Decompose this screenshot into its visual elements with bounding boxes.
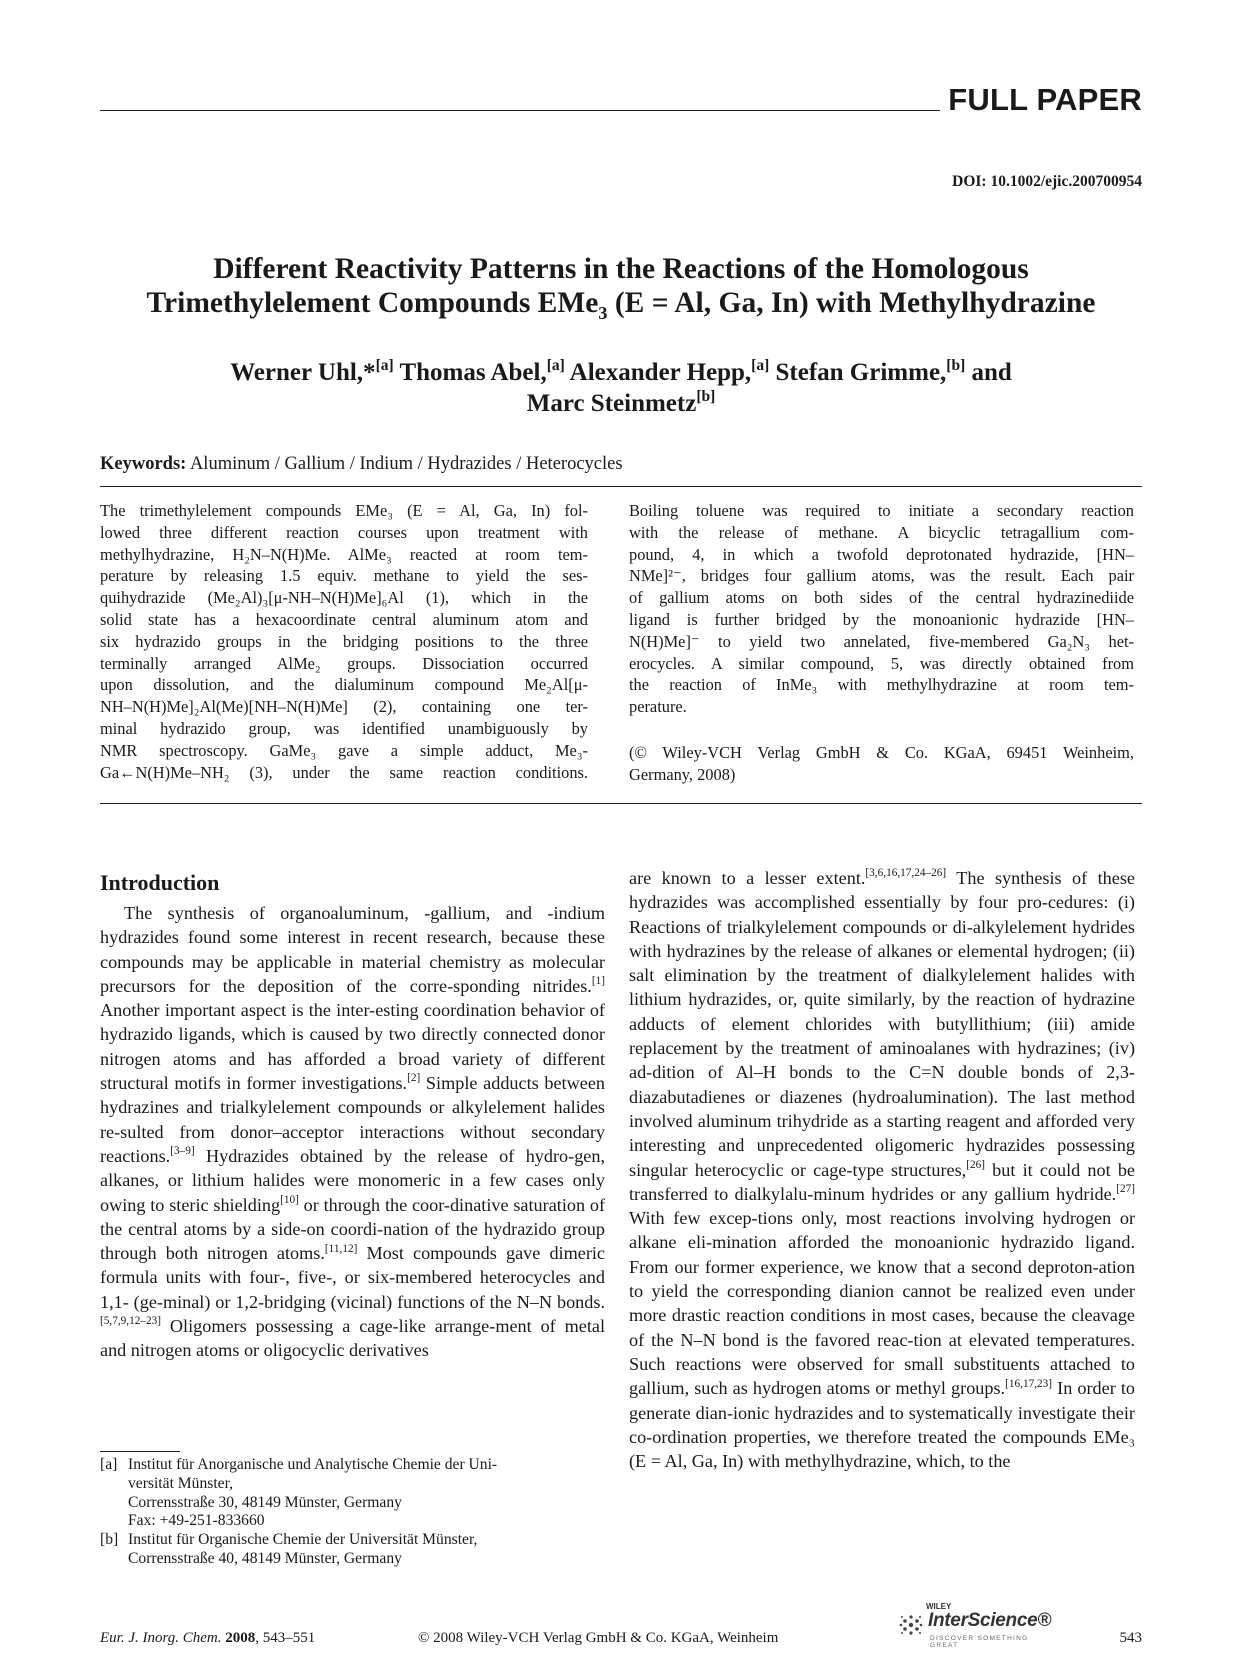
abstract-line: methylhydrazine, H₂N–N(H)Me. AlMe₃ reacted at room tem- (100, 544, 588, 564)
abstract-line: terminally arranged AlMe₂ groups. Dissociation occurred (100, 653, 588, 673)
author: Thomas Abel,[a] (399, 356, 565, 386)
abstract-line: NH–N(H)Me]₂Al(Me)[NH–N(H)Me] (2), containing one ter- (100, 697, 588, 717)
affiliation-b: [b] Institut für Organische Chemie der Universität Münster, Corrensstraße 40, 48149 Münster, Germany (100, 1531, 478, 1567)
abstract-line: six hydrazido groups in the bridging positions to the three (100, 631, 588, 651)
section-label: FULL PAPER (948, 82, 1142, 117)
section-heading-introduction: Introduction (100, 870, 220, 895)
abstract-line: NMR spectroscopy. GaMe₃ gave a simple adduct, Me₃- (100, 740, 588, 760)
keywords (100, 454, 623, 475)
header-rule (100, 110, 940, 111)
abstract-line: perature. (629, 697, 687, 717)
footer-copyright: © 2008 Wiley-VCH Verlag GmbH & Co. KGaA, Weinheim (418, 1630, 779, 1646)
author: Marc Steinmetz[b] (526, 387, 716, 417)
footer-citation: Eur. J. Inorg. Chem. 2008, 543–551 (100, 1630, 316, 1646)
abstract-line: The trimethylelement compounds EMe₃ (E = Al, Ga, In) fol- (100, 501, 588, 520)
intro-left-column (100, 901, 605, 1363)
abstract-bottom-rule (100, 803, 1142, 804)
title-line-2: Trimethylelement Compounds EMe$_3$ (E = Al, Ga, In) with Methylhydrazine (146, 287, 1096, 323)
paper-title (100, 252, 1142, 323)
author: Stefan Grimme,[b] and (775, 356, 1012, 386)
paragraph: are known to a lesser extent.[3,6,16,17,24–26] The synthesis of these hydrazides was accomplished essentially by four pro-cedures: (i) Reactions of trialkylelement compounds or di-alkylelement hydrides with hydrazines by the release of alkanes or elemental hydrogen; (ii) salt elimination by the treatment of dialkylelement halides with lithium hydrazides, or, quite similarly, by the reaction of hydrazine adducts of element chlorides with butyllithium; (iii) amide replacement by the treatment of aminoalanes with hydrazines; (iv) ad-dition of Al–H bonds to the C=N double bonds of 2,3-diazabutadienes or diazenes (hydroalumination). The last method involved aluminum trihydride as a starting reagent and afforded very interesting and unprecedented oligomeric hydrazides possessing singular heterocyclic or cage-type structures,[26] but it could not be transferred to dialkylalu-minum hydrides or any gallium hydride.[27] With few excep-tions only, most reactions involving hydrogen or alkane eli-mination afforded the monoanionic hydrazido ligand. From our former experience, we know that a second deproton-ation to yield the corresponding dianion cannot be realized even under more drastic reaction conditions in most cases, because the cleavage of the N–N bond is the favored reac-tion at elevated temperatures. Such reactions were observed for small substituents attached to gallium, such as hydrogen atoms or methyl groups.[16,17,23] In order to generate dian-ionic hydrazides and to systematically investigate their co-ordination properties, we therefore treated the compounds EMe₃ (E = Al, Ga, In) with methylhydrazine, which, to the (629, 867, 1135, 1472)
abstract-line: of gallium atoms on both sides of the central hydrazinediide (629, 588, 1134, 608)
abstract-line: pound, 4, in which a twofold deprotonated hydrazide, [HN– (629, 544, 1134, 564)
abstract-line: lowed three different reaction courses upon treatment with (100, 522, 588, 542)
author-line-1 (100, 357, 1142, 388)
abstract-line: upon dissolution, and the dialuminum compound Me₂Al[μ- (100, 675, 588, 695)
citation-ref[interactable]: [16,17,23] (1005, 1377, 1053, 1390)
author: Alexander Hepp,[a] (569, 356, 770, 386)
abstract-copyright: (© Wiley-VCH Verlag GmbH & Co. KGaA, 69451 Weinheim, Germany, 2008) (629, 743, 1134, 784)
footnote-rule (100, 1451, 180, 1452)
abstract-line: the reaction of InMe₃ with methylhydrazine at room tem- (629, 675, 1134, 695)
abstract-line: NMe]²⁻, bridges four gallium atoms, was the result. Each pair (629, 566, 1134, 586)
abstract-line: minal hydrazido group, was identified unambiguously by (100, 718, 588, 738)
abstract-right-column (629, 500, 1134, 718)
citation-ref[interactable]: [5,7,9,12–23] (100, 1315, 162, 1328)
page-number: 543 (1119, 1630, 1142, 1646)
author-list (100, 357, 1142, 419)
abstract-line: with the release of methane. A bicyclic tetragallium com- (629, 522, 1134, 542)
citation-ref[interactable]: [11,12] (324, 1242, 358, 1255)
author: Werner Uhl,*[a] (230, 356, 394, 386)
abstract-line: erocycles. A similar compound, 5, was directly obtained from (629, 653, 1134, 673)
affiliations (100, 1456, 605, 1569)
abstract-line: perature by releasing 1.5 equiv. methane to yield the ses- (100, 566, 588, 586)
abstract-line: quihydrazide (Me₂Al)₃[μ-NH–N(H)Me]₆Al (1), which in the (100, 588, 588, 608)
abstract-line: solid state has a hexacoordinate central aluminum atom and (100, 609, 588, 629)
citation-ref[interactable]: [26] (966, 1158, 985, 1171)
abstract-line: Boiling toluene was required to initiate a secondary reaction (629, 501, 1134, 520)
title-line-1: Different Reactivity Patterns in the Reactions of the Homologous (213, 253, 1029, 285)
citation-ref[interactable]: [3–9] (170, 1145, 195, 1158)
abstract-left-column (100, 500, 588, 783)
citation-ref[interactable]: [10] (280, 1193, 299, 1206)
citation-ref[interactable]: [1] (591, 975, 605, 988)
citation-ref[interactable]: [2] (407, 1072, 421, 1085)
abstract-line: ligand is further bridged by the monoanionic hydrazide [HN– (629, 609, 1134, 629)
citation-ref[interactable]: [3,6,16,17,24–26] (865, 867, 947, 880)
paragraph: The synthesis of organoaluminum, -gallium, and -indium hydrazides found some interest in recent research, because these compounds may be applicable in material chemistry as molecular precursors for the deposition of the corre-sponding nitrides.[1] Another important aspect is the inter-esting coordination behavior of hydrazido ligands, which is caused by two directly connected donor nitrogen atoms and has afforded a broad variety of different structural motifs in former investigations.[2] Simple adducts between hydrazines and trialkylelement compounds or alkylelement halides re-sulted from donor–acceptor interactions without secondary reactions.[3–9] Hydrazides obtained by the release of hydro-gen, alkanes, or lithium halides were monomeric in a few cases only owing to steric shielding[10] or through the coor-dinative saturation of the central atoms by a side-on coordi-nation of the hydrazido group through both nitrogen atoms.[11,12] Most compounds gave dimeric formula units with four-, five-, or six-membered heterocycles and 1,1- (ge-minal) or 1,2-bridging (vicinal) functions of the N–N bonds.[5,7,9,12–23] Oligomers possessing a cage-like arrange-ment of metal and nitrogen atoms or oligocyclic derivatives (100, 903, 605, 1361)
keywords-label: Keywords: (100, 454, 187, 474)
doi[interactable]: DOI: 10.1002/ejic.200700954 (952, 173, 1142, 190)
interscience-globe-icon (896, 1610, 926, 1640)
abstract-line: Ga←N(H)Me–NH₂ (3), under the same reaction conditions. (100, 762, 588, 782)
author-line-2 (100, 388, 1142, 419)
abstract-top-rule (100, 486, 1142, 487)
abstract-line: N(H)Me]⁻ to yield two annelated, five-membered Ga₂N₃ het- (629, 631, 1134, 651)
intro-right-column (629, 866, 1135, 1473)
interscience-logo[interactable]: WILEY InterScience® DISCOVER SOMETHING GREAT (896, 1602, 1056, 1650)
citation-ref[interactable]: [27] (1116, 1183, 1135, 1196)
affiliation-a: [a] Institut für Anorganische und Analytische Chemie der Uni- versität Münster, Corrensstraße 30, 48149 Münster, Germany Fax: +49-251-833660 (100, 1456, 498, 1530)
keywords-value: Aluminum / Gallium / Indium / Hydrazides / Heterocycles (189, 454, 623, 474)
